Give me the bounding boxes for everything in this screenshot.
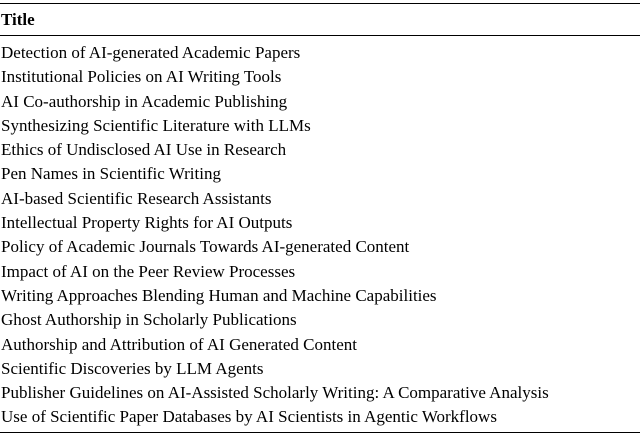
table-row: AI-based Scientific Research Assistants bbox=[1, 188, 272, 208]
table-row: Ethics of Undisclosed AI Use in Research bbox=[1, 140, 287, 160]
top-rule bbox=[0, 3, 640, 4]
table-row: Policy of Academic Journals Towards AI-generated Content bbox=[1, 237, 410, 257]
table-row: Pen Names in Scientific Writing bbox=[1, 164, 221, 184]
table-row: Authorship and Attribution of AI Generated Content bbox=[1, 334, 357, 354]
bottom-rule bbox=[0, 432, 640, 433]
table-row: Use of Scientific Paper Databases by AI Scientists in Agentic Workflows bbox=[1, 407, 497, 427]
table-row: Synthesizing Scientific Literature with LLMs bbox=[1, 115, 311, 135]
table-row: Writing Approaches Blending Human and Machine Capabilities bbox=[1, 285, 437, 305]
table-row: Scientific Discoveries by LLM Agents bbox=[1, 358, 264, 378]
table-row: Publisher Guidelines on AI-Assisted Scholarly Writing: A Comparative Analysis bbox=[1, 383, 549, 403]
table-row: Impact of AI on the Peer Review Processes bbox=[1, 261, 296, 281]
title-table bbox=[0, 3, 640, 433]
column-header-title: Title bbox=[1, 10, 35, 29]
table-row: Intellectual Property Rights for AI Outputs bbox=[1, 213, 293, 233]
table-row: Ghost Authorship in Scholarly Publications bbox=[1, 310, 297, 330]
table-body bbox=[0, 41, 640, 430]
header-rule bbox=[0, 35, 640, 36]
table-row: Institutional Policies on AI Writing Tools bbox=[1, 67, 282, 87]
table-row: AI Co-authorship in Academic Publishing bbox=[1, 91, 288, 111]
table-row: Detection of AI-generated Academic Papers bbox=[1, 43, 301, 62]
